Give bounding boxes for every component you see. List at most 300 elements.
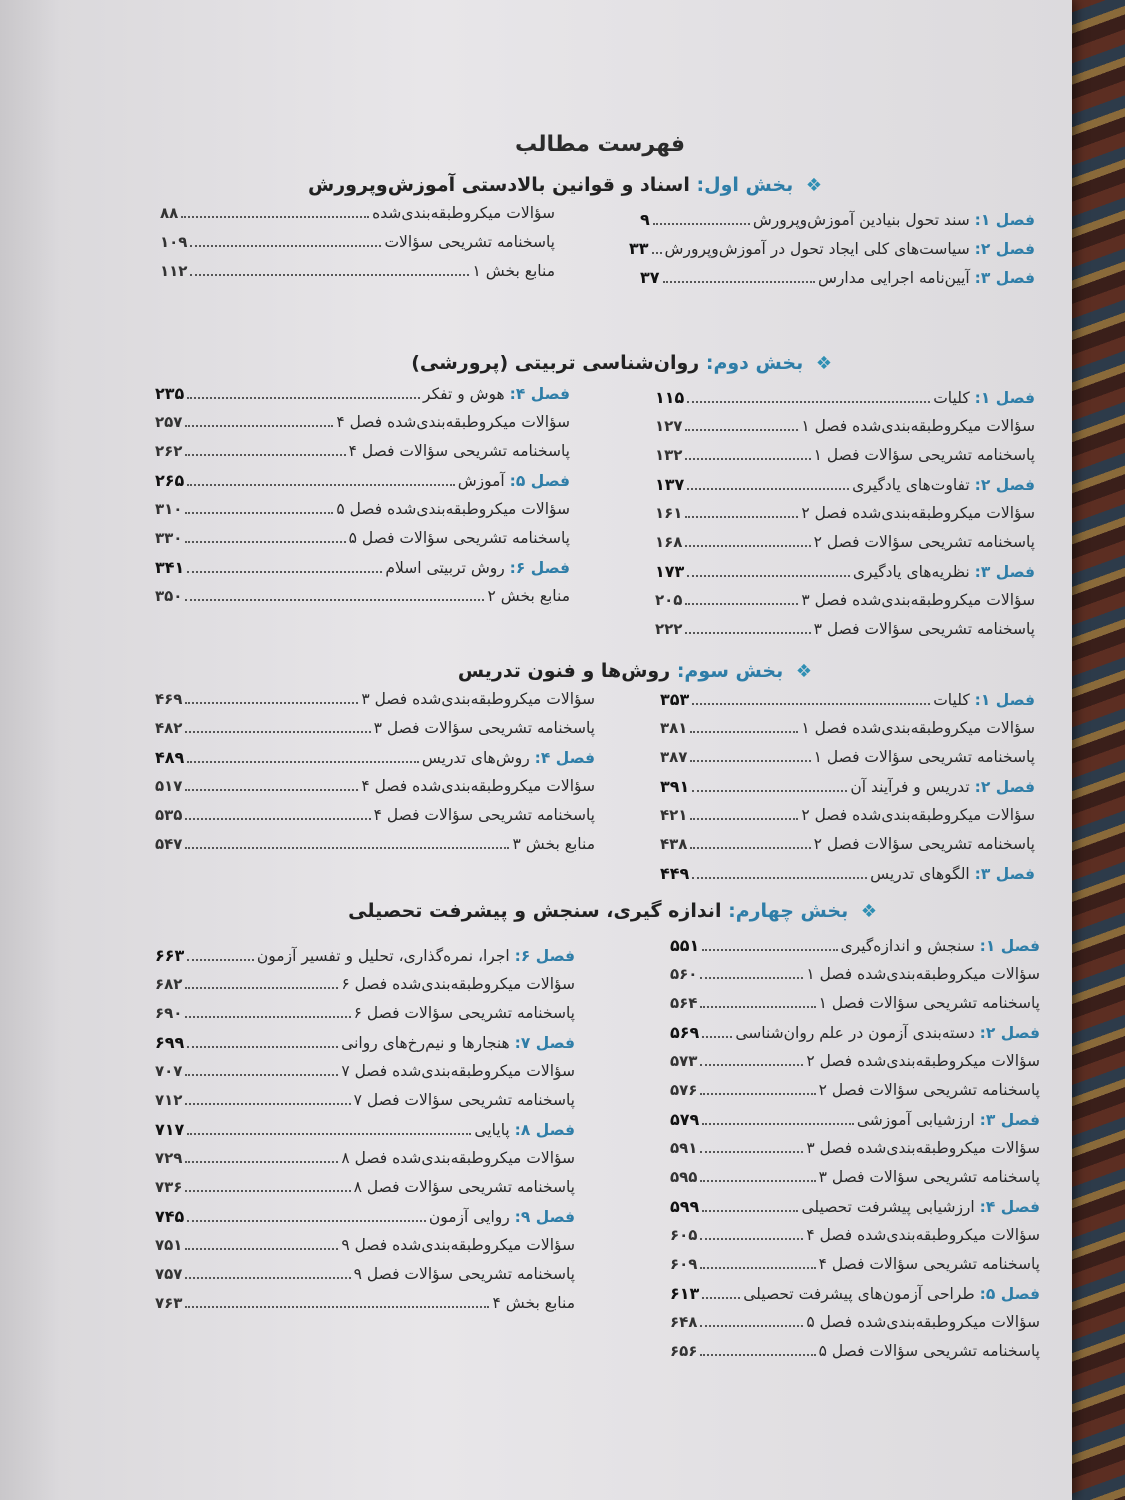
toc-entry [670, 1313, 1040, 1342]
page-number: ۱۳۷ [655, 475, 685, 494]
page-number: ۱۳۲ [655, 446, 683, 464]
page-number: ۵۴۷ [155, 835, 183, 853]
toc-entry [155, 1294, 575, 1323]
toc-entry [655, 475, 1035, 504]
chapter-label: فصل ۴: [509, 385, 570, 403]
section-3-left-column [155, 690, 595, 864]
entry-text: سؤالات میکروطبقه‌بندی‌شده فصل ۵ [806, 1313, 1040, 1331]
section-3-right-column [660, 690, 1035, 893]
toc-entry [155, 471, 570, 500]
toc-entry-title [487, 587, 570, 605]
page-number: ۳۵۳ [660, 690, 690, 709]
entry-text: پاسخنامه تشریحی سؤالات فصل ۴ [818, 1255, 1040, 1273]
dot-leader [687, 401, 930, 403]
toc-entry [670, 965, 1040, 994]
dot-leader [690, 760, 810, 762]
toc-entry-title [372, 204, 555, 222]
dot-leader [187, 1046, 338, 1048]
entry-text: روش‌های تدریس [421, 749, 530, 767]
dot-leader [185, 425, 333, 427]
page-number: ۷۵۷ [155, 1265, 183, 1283]
dot-leader [690, 818, 798, 820]
dot-leader [685, 516, 798, 518]
page-number: ۷۱۲ [155, 1091, 183, 1109]
dot-leader [700, 1180, 815, 1182]
section-header [308, 174, 822, 196]
dot-leader [700, 1006, 815, 1008]
entry-text: پاسخنامه تشریحی سؤالات فصل ۲ [813, 835, 1035, 853]
page-number: ۱۷۳ [655, 562, 685, 581]
toc-entry [155, 777, 595, 806]
dot-leader [685, 603, 798, 605]
chapter-label: فصل ۲: [974, 778, 1035, 796]
dot-leader [702, 1123, 854, 1125]
page-number: ۱۶۱ [655, 504, 683, 522]
page-number: ۷۵۱ [155, 1236, 183, 1254]
entry-text: پاسخنامه تشریحی سؤالات فصل ۵ [818, 1342, 1040, 1360]
dot-leader [685, 545, 810, 547]
entry-text: تفاوت‌های یادگیری [852, 476, 970, 494]
toc-entry-title [374, 719, 595, 737]
toc-entry [155, 835, 595, 864]
dot-leader [185, 512, 333, 514]
entry-text: پاسخنامه تشریحی سؤالات فصل ۲ [813, 533, 1035, 551]
toc-entry-title [458, 472, 570, 490]
page-title: فهرست مطالب [514, 132, 686, 157]
page-number: ۱۶۸ [655, 533, 683, 551]
page-number: ۳۷ [640, 268, 660, 287]
dot-leader [185, 702, 358, 704]
chapter-label: فصل ۶: [514, 947, 575, 965]
page-number: ۷۳۶ [155, 1178, 183, 1196]
entry-text: منابع بخش ۳ [512, 835, 595, 853]
dot-leader [702, 949, 837, 951]
toc-entry [660, 748, 1035, 777]
page-number: ۳۹۱ [660, 777, 690, 796]
toc-entry [155, 748, 595, 777]
toc-entry-title [819, 1081, 1040, 1099]
page-number: ۶۰۵ [670, 1226, 698, 1244]
dot-leader [700, 1267, 815, 1269]
toc-entry-title [753, 211, 1035, 229]
toc-entry [655, 388, 1035, 417]
entry-text: پاسخنامه تشریحی سؤالات فصل ۷ [353, 1091, 575, 1109]
section-name: اسناد و قوانین بالادستی آموزش‌وپرورش [308, 174, 690, 196]
page-number: ۵۷۹ [670, 1110, 700, 1129]
toc-entry-title [349, 529, 570, 547]
entry-text: سؤالات میکروطبقه‌بندی‌شده فصل ۶ [341, 975, 575, 993]
toc-entry [670, 936, 1040, 965]
toc-entry-title [341, 1062, 575, 1080]
dot-leader [185, 454, 345, 456]
toc-entry-title [819, 1342, 1040, 1360]
page-number: ۷۲۹ [155, 1149, 183, 1167]
entry-text: سؤالات میکروطبقه‌بندی‌شده فصل ۱ [801, 719, 1035, 737]
toc-entry [155, 500, 570, 529]
toc-entry [155, 690, 595, 719]
toc-entry [655, 446, 1035, 475]
page-number: ۱۰۹ [160, 233, 188, 251]
dot-leader [185, 1306, 489, 1308]
toc-entry-title [852, 476, 1035, 494]
entry-text: سؤالات میکروطبقه‌بندی‌شده فصل ۱ [801, 417, 1035, 435]
toc-entry-title [422, 749, 595, 767]
dot-leader [685, 458, 810, 460]
page-number: ۳۵۰ [155, 587, 183, 605]
section-label: بخش اول: [696, 174, 794, 196]
dot-leader [690, 847, 810, 849]
entry-text: کلیات [933, 691, 970, 709]
toc-entry [670, 1110, 1040, 1139]
chapter-label: فصل ۴: [534, 749, 595, 767]
toc-entry [670, 1226, 1040, 1255]
page-number: ۱۲۷ [655, 417, 683, 435]
toc-entry-title [933, 389, 1035, 407]
toc-entry [155, 1033, 575, 1062]
entry-text: سؤالات میکروطبقه‌بندی‌شده فصل ۲ [806, 1052, 1040, 1070]
toc-entry [155, 1178, 575, 1207]
toc-entry [660, 719, 1035, 748]
page-number: ۶۸۲ [155, 975, 183, 993]
chapter-label: فصل ۹: [514, 1208, 575, 1226]
chapter-label: فصل ۴: [979, 1198, 1040, 1216]
toc-entry [670, 1284, 1040, 1313]
dot-leader [700, 1064, 803, 1066]
toc-entry-title [361, 690, 595, 708]
dot-leader [692, 877, 867, 879]
entry-text: سؤالات میکروطبقه‌بندی‌شده فصل ۵ [336, 500, 570, 518]
toc-entry-title [801, 417, 1035, 435]
toc-entry [670, 1168, 1040, 1197]
toc-entry [660, 777, 1035, 806]
dot-leader [187, 484, 454, 486]
section-2-right-column [655, 388, 1035, 649]
entry-text: سؤالات میکروطبقه‌بندی‌شده فصل ۲ [801, 806, 1035, 824]
entry-text: پاسخنامه تشریحی سؤالات فصل ۳ [373, 719, 595, 737]
dot-leader [185, 1016, 350, 1018]
dot-leader [185, 1248, 338, 1250]
toc-entry-title [474, 1121, 575, 1139]
chapter-label: فصل ۸: [514, 1121, 575, 1139]
page-number: ۵۷۶ [670, 1081, 698, 1099]
page-number: ۴۸۹ [155, 748, 185, 767]
page-number: ۵۶۰ [670, 965, 698, 983]
toc-entry-title [853, 563, 1035, 581]
toc-entry-title [735, 1024, 1040, 1042]
toc-entry [155, 413, 570, 442]
toc-entry-title [806, 1052, 1040, 1070]
dot-leader [185, 1103, 350, 1105]
toc-entry-title [801, 504, 1035, 522]
toc-entry [670, 994, 1040, 1023]
toc-entry-title [801, 591, 1035, 609]
dot-leader [702, 1036, 732, 1038]
toc-entry [155, 1120, 575, 1149]
entry-text: نظریه‌های یادگیری [852, 563, 970, 581]
toc-entry [160, 233, 555, 262]
background-carpet [1065, 0, 1125, 1500]
entry-text: ارزشیابی آموزشی [856, 1111, 975, 1129]
diamond-bullet-icon: ❖ [860, 901, 877, 922]
dot-leader [687, 488, 849, 490]
page-number: ۶۶۳ [155, 946, 185, 965]
page-number: ۲۲۲ [655, 620, 683, 638]
page-number: ۷۰۷ [155, 1062, 183, 1080]
toc-entry [640, 268, 1035, 297]
toc-entry [655, 620, 1035, 649]
page-number: ۴۸۲ [155, 719, 183, 737]
dot-leader [653, 223, 750, 225]
toc-entry [155, 442, 570, 471]
toc-entry [660, 864, 1035, 893]
dot-leader [187, 1133, 471, 1135]
entry-text: آموزش [457, 472, 505, 490]
entry-text: هوش و تفکر [423, 385, 505, 403]
entry-text: پاسخنامه تشریحی سؤالات فصل ۶ [353, 1004, 575, 1022]
page-number: ۵۹۱ [670, 1139, 698, 1157]
toc-entry-title [341, 975, 575, 993]
toc-entry-title [806, 1226, 1040, 1244]
dot-leader [187, 761, 419, 763]
toc-entry-title [814, 533, 1035, 551]
entry-text: پاسخنامه تشریحی سؤالات فصل ۳ [813, 620, 1035, 638]
entry-text: سؤالات میکروطبقه‌بندی‌شده فصل ۴ [361, 777, 595, 795]
entry-text: پاسخنامه تشریحی سؤالات فصل ۳ [818, 1168, 1040, 1186]
toc-entry-title [341, 1149, 575, 1167]
dot-leader [700, 1093, 815, 1095]
toc-entry-title [341, 1236, 575, 1254]
toc-entry [155, 1207, 575, 1236]
dot-leader [685, 632, 810, 634]
toc-entry [670, 1023, 1040, 1052]
entry-text: پاسخنامه تشریحی سؤالات فصل ۱ [813, 748, 1035, 766]
chapter-label: فصل ۳: [974, 269, 1035, 287]
entry-text: منابع بخش ۴ [492, 1294, 575, 1312]
entry-text: پاسخنامه تشریحی سؤالات فصل ۴ [373, 806, 595, 824]
chapter-label: فصل ۳: [974, 865, 1035, 883]
toc-entry-title [819, 994, 1040, 1012]
page-number: ۲۰۵ [655, 591, 683, 609]
toc-entry-title [841, 937, 1040, 955]
page-number: ۸۸ [160, 204, 179, 222]
toc-entry [670, 1255, 1040, 1284]
entry-text: روایی آزمون [428, 1208, 510, 1226]
toc-entry-title [385, 559, 570, 577]
toc-entry-title [384, 233, 555, 251]
dot-leader [692, 703, 930, 705]
page-number: ۶۰۹ [670, 1255, 698, 1273]
dot-leader [185, 1190, 350, 1192]
toc-entry-title [472, 262, 555, 280]
toc-entry [655, 591, 1035, 620]
entry-text: پاسخنامه تشریحی سؤالات فصل ۴ [348, 442, 570, 460]
dot-leader [700, 1354, 815, 1356]
toc-entry-title [423, 385, 570, 403]
toc-entry-title [349, 442, 570, 460]
entry-text: پاسخنامه تشریحی سؤالات فصل ۲ [818, 1081, 1040, 1099]
page-number: ۱۱۵ [655, 388, 685, 407]
entry-text: سؤالات میکروطبقه‌بندی‌شده فصل ۸ [341, 1149, 575, 1167]
toc-entry [629, 239, 1035, 268]
toc-entry [655, 504, 1035, 533]
page-number: ۵۹۹ [670, 1197, 700, 1216]
page-number: ۵۶۹ [670, 1023, 700, 1042]
dot-leader [700, 1238, 803, 1240]
page-number: ۴۲۱ [660, 806, 688, 824]
chapter-label: فصل ۷: [514, 1034, 575, 1052]
page-number: ۳۴۱ [155, 558, 185, 577]
toc-entry [670, 1052, 1040, 1081]
dot-leader [190, 245, 381, 247]
toc-entry [670, 1342, 1040, 1371]
dot-leader [185, 1277, 350, 1279]
entry-text: سؤالات میکروطبقه‌بندی‌شده فصل ۱ [806, 965, 1040, 983]
entry-text: پاسخنامه تشریحی سؤالات [384, 233, 555, 251]
entry-text: آیین‌نامه اجرایی مدارس [818, 269, 970, 287]
entry-text: پاسخنامه تشریحی سؤالات فصل ۵ [348, 529, 570, 547]
toc-entry [660, 690, 1035, 719]
dot-leader [187, 397, 420, 399]
toc-entry-title [354, 1091, 575, 1109]
page-number: ۶۵۶ [670, 1342, 698, 1360]
dot-leader [185, 1074, 338, 1076]
entry-text: پاسخنامه تشریحی سؤالات فصل ۱ [813, 446, 1035, 464]
toc-entry [670, 1081, 1040, 1110]
toc-entry [155, 529, 570, 558]
page-number: ۲۵۷ [155, 413, 183, 431]
toc-entry-title [850, 778, 1035, 796]
toc-entry-title [665, 240, 1035, 258]
dot-leader [181, 216, 369, 218]
toc-entry [155, 1149, 575, 1178]
toc-entry-title [429, 1208, 575, 1226]
entry-text: سؤالات میکروطبقه‌بندی‌شده فصل ۴ [806, 1226, 1040, 1244]
toc-entry-title [870, 865, 1035, 883]
toc-entry-title [801, 806, 1035, 824]
entry-text: ارزشیابی پیشرفت تحصیلی [801, 1198, 975, 1216]
toc-entry-title [257, 947, 575, 965]
toc-entry [155, 1004, 575, 1033]
toc-entry [160, 262, 555, 291]
entry-text: پاسخنامه تشریحی سؤالات فصل ۱ [818, 994, 1040, 1012]
diamond-bullet-icon: ❖ [805, 175, 822, 196]
dot-leader [185, 731, 370, 733]
entry-text: پاسخنامه تشریحی سؤالات فصل ۸ [353, 1178, 575, 1196]
toc-entry-title [814, 620, 1035, 638]
toc-entry-title [801, 719, 1035, 737]
entry-text: سؤالات میکروطبقه‌بندی‌شده فصل ۷ [341, 1062, 575, 1080]
toc-entry [155, 587, 570, 616]
page-number: ۵۱۷ [155, 777, 183, 795]
dot-leader [190, 274, 469, 276]
section-4-right-column [670, 936, 1040, 1371]
toc-entry [640, 210, 1035, 239]
toc-entry [155, 384, 570, 413]
toc-entry-title [336, 413, 570, 431]
dot-leader [187, 571, 382, 573]
toc-entry [655, 562, 1035, 591]
entry-text: روش تربیتی اسلام [385, 559, 505, 577]
page-number: ۳۳ [629, 239, 649, 258]
chapter-label: فصل ۱: [974, 389, 1035, 407]
page-number: ۳۳۰ [155, 529, 183, 547]
entry-text: سؤالات میکروطبقه‌بندی‌شده فصل ۴ [336, 413, 570, 431]
toc-entry [155, 806, 595, 835]
toc-entry [155, 1265, 575, 1294]
toc-entry [155, 1236, 575, 1265]
toc-entry [655, 533, 1035, 562]
toc-entry-title [933, 691, 1035, 709]
section-label: بخش دوم: [705, 352, 804, 374]
diamond-bullet-icon: ❖ [795, 661, 812, 682]
page-number: ۳۸۱ [660, 719, 688, 737]
page-number: ۷۱۷ [155, 1120, 185, 1139]
dot-leader [702, 1210, 798, 1212]
toc-entry [670, 1139, 1040, 1168]
toc-entry-title [354, 1004, 575, 1022]
toc-entry-title [743, 1285, 1040, 1303]
section-1-right-column [629, 210, 1035, 297]
section-name: روان‌شناسی تربیتی (پرورشی) [411, 352, 700, 374]
chapter-label: فصل ۱: [974, 211, 1035, 229]
dot-leader [185, 599, 484, 601]
entry-text: سنجش و اندازه‌گیری [840, 937, 975, 955]
section-name: اندازه گیری، سنجش و پیشرفت تحصیلی [348, 900, 722, 922]
toc-entry [155, 1062, 575, 1091]
toc-entry [155, 1091, 575, 1120]
entry-text: منابع بخش ۱ [472, 262, 555, 280]
entry-text: سؤالات میکروطبقه‌بندی‌شده [372, 204, 555, 222]
toc-entry-title [492, 1294, 575, 1312]
chapter-label: فصل ۲: [974, 476, 1035, 494]
page-number: ۲۶۲ [155, 442, 183, 460]
section-label: بخش سوم: [676, 660, 784, 682]
section-header [348, 900, 877, 922]
toc-entry [655, 417, 1035, 446]
page-number: ۷۴۵ [155, 1207, 185, 1226]
section-2-left-column [155, 384, 570, 616]
entry-text: طراحی آزمون‌های پیشرفت تحصیلی [743, 1285, 975, 1303]
page-number: ۶۴۸ [670, 1313, 698, 1331]
toc-entry [660, 835, 1035, 864]
dot-leader [700, 1151, 803, 1153]
toc-entry-title [806, 1139, 1040, 1157]
page-number: ۴۳۸ [660, 835, 688, 853]
chapter-label: فصل ۳: [974, 563, 1035, 581]
entry-text: سؤالات میکروطبقه‌بندی‌شده فصل ۲ [801, 504, 1035, 522]
toc-entry-title [354, 1265, 575, 1283]
page-number: ۳۱۰ [155, 500, 183, 518]
page-number: ۹ [640, 210, 650, 229]
toc-entry-title [801, 1198, 1040, 1216]
dot-leader [185, 987, 338, 989]
page-number: ۶۱۳ [670, 1284, 700, 1303]
entry-text: سؤالات میکروطبقه‌بندی‌شده فصل ۹ [341, 1236, 575, 1254]
page-number: ۴۶۹ [155, 690, 183, 708]
dot-leader [687, 575, 850, 577]
dot-leader [185, 847, 509, 849]
dot-leader [187, 1220, 426, 1222]
toc-entry-title [814, 446, 1035, 464]
dot-leader [685, 429, 798, 431]
section-label: بخش چهارم: [728, 900, 849, 922]
entry-text: سؤالات میکروطبقه‌بندی‌شده فصل ۳ [801, 591, 1035, 609]
page-number: ۷۶۳ [155, 1294, 183, 1312]
toc-entry-title [336, 500, 570, 518]
toc-entry [155, 975, 575, 1004]
chapter-label: فصل ۵: [979, 1285, 1040, 1303]
dot-leader [690, 731, 798, 733]
